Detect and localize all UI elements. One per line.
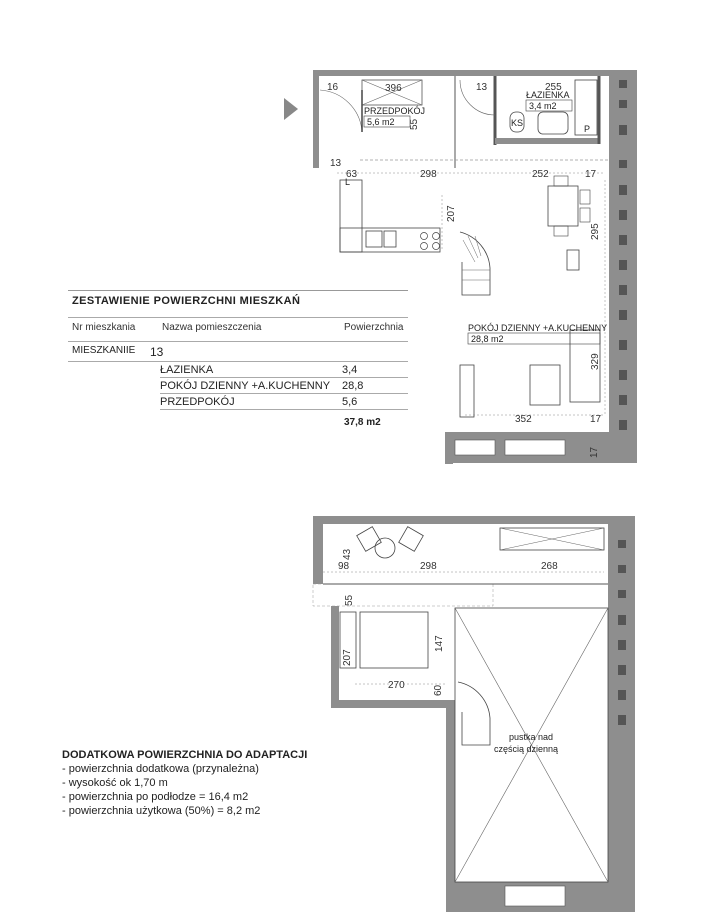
dim-label: 298 (420, 169, 437, 180)
void-label: pustka nad (509, 732, 554, 742)
room-area: 5,6 (342, 396, 358, 408)
additional-area-notes (62, 748, 362, 818)
area-summary-table (68, 290, 408, 428)
col-area-header: Powierzchnia (344, 322, 404, 333)
dim-label: 295 (590, 223, 601, 240)
notes-title: DODATKOWA POWIERZCHNIA DO ADAPTACJI (62, 749, 308, 761)
dim-label: 207 (342, 649, 353, 666)
note-line: - wysokość ok 1,70 m (62, 777, 168, 789)
room-area: 28,8 (342, 380, 364, 392)
room-label-bathroom: ŁAZIENKA (526, 90, 570, 100)
table-row (160, 378, 408, 394)
summary-header (68, 317, 408, 341)
room-name: POKÓJ DZIENNY +A.KUCHENNY (160, 380, 331, 392)
table-row (160, 394, 408, 410)
room-area-bathroom: 3,4 m2 (529, 101, 557, 111)
entrance-arrow-icon (284, 98, 298, 120)
dim-label: 17 (585, 169, 597, 180)
dim-label: 207 (446, 205, 457, 222)
dim-label: 60 (433, 684, 444, 696)
dim-label: 270 (388, 680, 405, 691)
dim-label: 43 (342, 548, 353, 560)
dim-label: 329 (590, 353, 601, 370)
room-area-hallway: 5,6 m2 (367, 117, 395, 127)
col-room-header: Nazwa pomieszczenia (162, 322, 262, 333)
dim-label: 252 (532, 169, 549, 180)
col-number-header: Nr mieszkania (72, 322, 136, 333)
apartment-number: 13 (150, 345, 164, 359)
dim-label: 13 (330, 158, 342, 169)
room-area-living: 28,8 m2 (471, 334, 504, 344)
fixture-label: KS (511, 118, 524, 128)
room-area: 3,4 (342, 364, 358, 376)
dim-label: 13 (476, 82, 488, 93)
dim-label: 55 (344, 594, 355, 606)
note-line: - powierzchnia użytkowa (50%) = 8,2 m2 (62, 805, 261, 817)
room-name: PRZEDPOKÓJ (160, 396, 235, 408)
note-line: - powierzchnia po podłodze = 16,4 m2 (62, 791, 249, 803)
summary-title: ZESTAWIENIE POWIERZCHNI MIESZKAŃ (68, 290, 408, 317)
room-name: ŁAZIENKA (160, 364, 214, 376)
total-area: 37,8 m2 (344, 417, 381, 428)
void-label: częścią dzienną (494, 744, 559, 754)
dim-label: 17 (589, 446, 600, 458)
fixture-label: L (345, 177, 351, 187)
table-row (160, 362, 408, 378)
dim-label: 55 (409, 118, 420, 130)
dim-label: 98 (338, 561, 350, 572)
room-label-living: POKÓJ DZIENNY +A.KUCHENNY (468, 323, 608, 333)
dim-label: 298 (420, 561, 437, 572)
dim-label: 396 (385, 83, 402, 94)
dim-label: 255 (545, 82, 562, 93)
apartment-row (68, 341, 408, 361)
mezzanine-plan (313, 516, 635, 912)
room-label-hallway: PRZEDPOKÓJ (364, 106, 426, 116)
apartment-label: MIESZKANIIE (72, 345, 136, 356)
fixture-label: P (584, 124, 591, 134)
dim-label: 268 (541, 561, 558, 572)
dim-label: 16 (327, 82, 339, 93)
dim-label: 147 (434, 635, 445, 652)
dim-label: 63 (346, 169, 358, 180)
dim-label: 352 (515, 414, 532, 425)
note-line: - powierzchnia dodatkowa (przynależna) (62, 763, 259, 775)
dim-label: 17 (590, 414, 602, 425)
